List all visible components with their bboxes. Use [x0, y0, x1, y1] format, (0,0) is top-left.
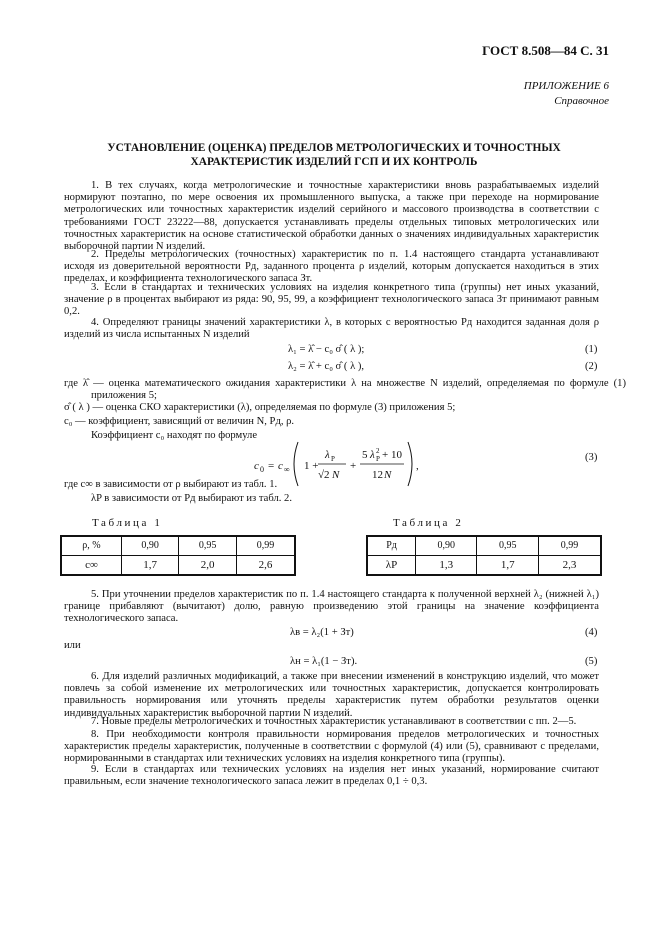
- table-cell: 0,90: [121, 536, 179, 556]
- table-1: [60, 535, 296, 576]
- table-cell: 2,3: [538, 556, 601, 576]
- equation-2: λ₂ = λ̂ + c₀ σ̂ ( λ ),: [288, 361, 365, 372]
- equation-1-number: (1): [585, 344, 598, 355]
- table-cell: 0,90: [416, 536, 477, 556]
- svg-text:c: c: [254, 460, 259, 472]
- svg-text:=: =: [268, 460, 275, 472]
- coefficient-intro: Коэффициент c₀ находят по формуле: [91, 430, 258, 441]
- svg-text:0: 0: [260, 465, 264, 474]
- svg-text:√2: √2: [318, 469, 330, 481]
- svg-text:1 +: 1 +: [304, 460, 319, 472]
- table-cell: Pд: [367, 536, 416, 556]
- table-row: [367, 536, 601, 556]
- equation-5-number: (5): [585, 656, 598, 667]
- table-cell: 1,7: [121, 556, 179, 576]
- equation-4: λв = λ₂(1 + Зт): [290, 627, 354, 638]
- paragraph-8: 8. При необходимости контроля правильности нормирования пределов метрологических и точностных характеристик пределы характеристик, полученные в соответствии с формулой (4) или (5), сравнивают с пределами, нормированными в стандартах или технических условиях на изделия конкретного типа (группы).: [64, 729, 599, 765]
- equation-1: λ₁ = λ̂ − c₀ σ̂ ( λ );: [288, 344, 365, 355]
- paragraph-1: 1. В тех случаях, когда метрологические и точностные характеристики вновь разрабатываемых изделий нормируют поэтапно, по мере освоения их промышленного выпуска, а также при переходе на нормирование метрологических или точностных характеристик изделий серийного и массового производства в соответствии с требованиями ГОСТ 23222—88, допускается устанавливать пределы отдельных типовых метрологических или точностных характеристик на основе статистической обработки данных о значениях индивидуальных характеристик выборочной партии N изделий.: [64, 180, 599, 253]
- table-cell: 0,99: [538, 536, 601, 556]
- table-cell: 1,7: [477, 556, 538, 576]
- svg-text:λ: λ: [325, 449, 330, 461]
- table-cell: 0,99: [236, 536, 295, 556]
- lambda-p-note: λP в зависимости от Pд выбирают из табл. 2.: [91, 493, 292, 504]
- table-cell: c∞: [61, 556, 121, 576]
- document-title: УСТАНОВЛЕНИЕ (ОЦЕНКА) ПРЕДЕЛОВ МЕТРОЛОГИЧЕСКИХ И ТОЧНОСТНЫХ ХАРАКТЕРИСТИК ИЗДЕЛИЙ ГСП И ИХ КОНТРОЛЬ: [107, 142, 561, 168]
- c-inf-note: где c∞ в зависимости от ρ выбирают из табл. 1.: [64, 479, 278, 490]
- appendix-type: Справочное: [554, 95, 609, 107]
- svg-text:∞: ∞: [284, 465, 290, 474]
- paragraph-3: 3. Если в стандартах и технических условиях на изделия конкретного типа (группы) нет иных указаний, значение ρ в процентах выбирают из ряда: 90, 95, 99, а коэффициент технологического запаса Зт принимают равным 0,2.: [64, 282, 599, 318]
- svg-text:P: P: [331, 455, 335, 463]
- svg-text:12: 12: [372, 469, 383, 481]
- paragraph-2: 2. Пределы метрологических (точностных) характеристик по п. 1.4 настоящего стандарта устанавливают исходя из доверительной вероятности Pд, заданного процента ρ изделий, которым допускается находиться в этих пределах, и коэффициента технологического запаса Зт.: [64, 249, 599, 285]
- table-row: [61, 536, 295, 556]
- or-text: или: [64, 640, 81, 651]
- svg-text:2: 2: [376, 447, 380, 455]
- svg-text:+: +: [350, 460, 357, 472]
- svg-text:c: c: [278, 460, 283, 472]
- table-row: [367, 556, 601, 576]
- equation-4-number: (4): [585, 627, 598, 638]
- equation-5: λн = λ₁(1 − Зт).: [290, 656, 358, 667]
- paragraph-9: 9. Если в стандартах или технических условиях на изделия нет иных указаний, нормирование считают правильным, если значение технологического запаса лежит в пределах 0,1 ÷ 0,3.: [64, 764, 599, 788]
- svg-text:+ 10: + 10: [382, 449, 402, 461]
- svg-text:5: 5: [362, 449, 368, 461]
- definition-sigma-hat: σ̂ ( λ ) — оценка СКО характеристики (λ), определяемая по формуле (3) приложения 5;: [64, 402, 456, 413]
- paragraph-6: 6. Для изделий различных модификаций, а также при внесении изменений в конструкцию изделий, что может повлечь за собой изменение их метрологических или точностных характеристик, допускается контролировать правильность нормирования или уточнять пределы характеристик путем обработки результатов оценки индивидуальных характеристик выборочной партии N изделий.: [64, 671, 599, 719]
- paragraph-7: 7. Новые пределы метрологических и точностных характеристик устанавливают в соответствии с пп. 2—5.: [91, 716, 577, 727]
- table-2: [366, 535, 602, 576]
- table-1-caption: Таблица 1: [92, 517, 163, 529]
- table-cell: 0,95: [477, 536, 538, 556]
- appendix-block: [524, 79, 609, 109]
- table-cell: 2,0: [179, 556, 237, 576]
- table-cell: 1,3: [416, 556, 477, 576]
- paragraph-4: 4. Определяют границы значений характеристики λ, в которых с вероятностью Pд находится заданная доля ρ изделий из числа испытанных N изделий: [64, 317, 599, 341]
- definition-lambda-hat: где λ̂ — оценка математического ожидания характеристики λ на множестве N изделий, определяемая по формуле (1) приложения 5;: [64, 378, 626, 402]
- page-header: ГОСТ 8.508—84 С. 31: [482, 43, 609, 58]
- definition-c0: c₀ — коэффициент, зависящий от величин N, Pд, ρ.: [64, 416, 295, 427]
- equation-3-number: (3): [585, 452, 598, 463]
- table-row: [61, 556, 295, 576]
- appendix-label: ПРИЛОЖЕНИЕ 6: [523, 80, 609, 92]
- table-cell: 0,95: [179, 536, 237, 556]
- table-2-caption: Таблица 2: [393, 517, 464, 529]
- table-cell: λP: [367, 556, 416, 576]
- svg-text:P: P: [376, 455, 380, 463]
- svg-text:,: ,: [416, 460, 419, 472]
- equation-2-number: (2): [585, 361, 598, 372]
- svg-text:N: N: [332, 469, 340, 481]
- table-cell: ρ, %: [61, 536, 121, 556]
- paragraph-5: 5. При уточнении пределов характеристик по п. 1.4 настоящего стандарта к полученной верхней λ₂ (нижней λ₁) границе прибавляют (вычитают) долю, равную произведению этой границы на значение коэффициента технологического запаса.: [64, 589, 599, 625]
- svg-text:λ: λ: [370, 449, 375, 461]
- table-cell: 2,6: [236, 556, 295, 576]
- svg-text:N: N: [384, 469, 392, 481]
